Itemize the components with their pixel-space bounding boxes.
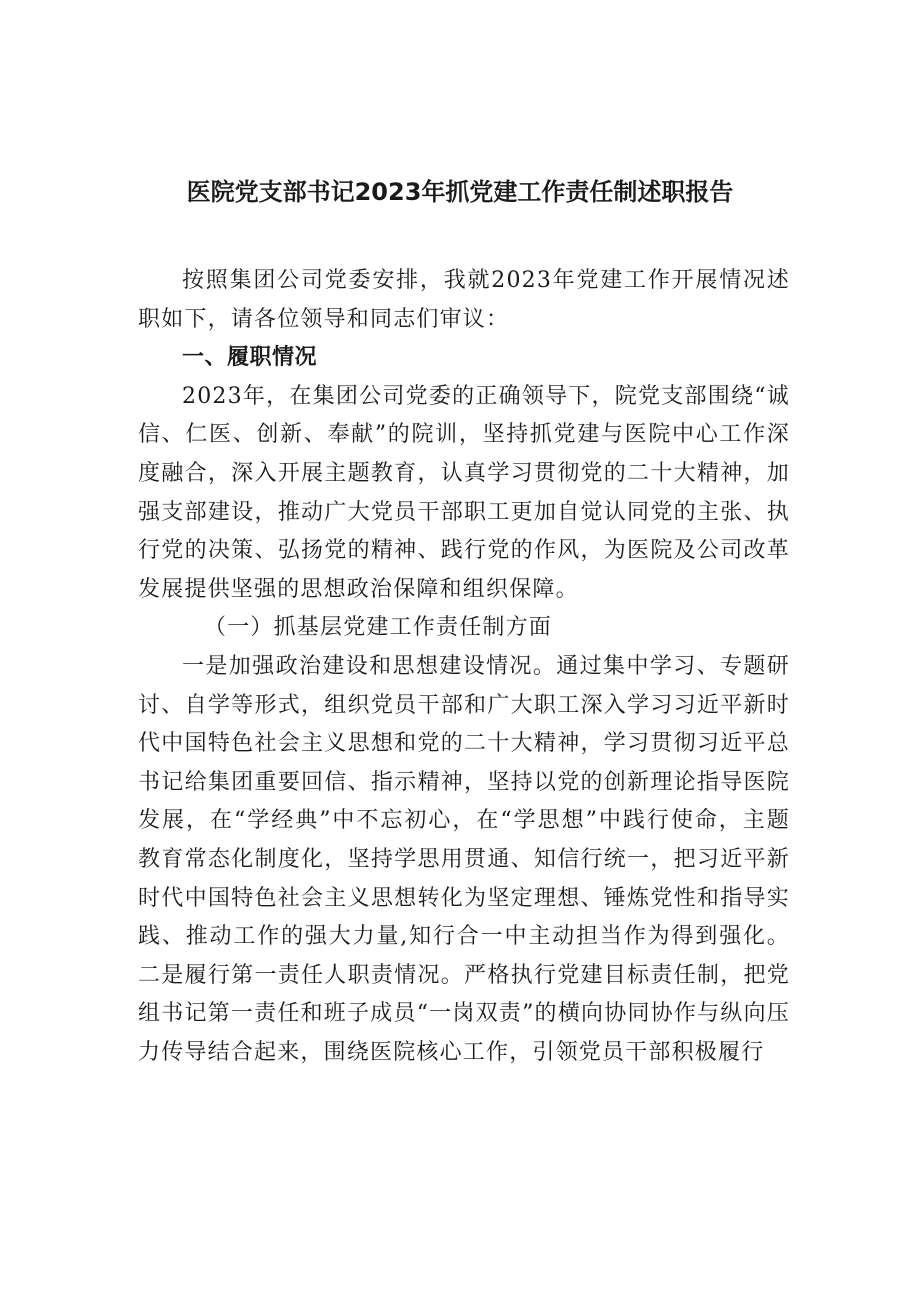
overview-paragraph: 2023年，在集团公司党委的正确领导下，院党支部围绕“诚信、仁医、创新、奉献”的院训，坚持抓党建与医院中心工作深度融合，深入开展主题教育，认真学习贯彻党的二十大精神，加强支部建设，推动广大党员干部职工更加自觉认同党的主张、执行党的决策、弘扬党的精神、践行党的作风，为医院及公司改革发展提供坚强的思想政治保障和组织保障。 <box>138 383 790 602</box>
document-title: 医院党支部书记2023年抓党建工作责任制述职报告 <box>186 178 734 206</box>
subsection-heading-responsibility: （一）抓基层党建工作责任制方面 <box>204 615 553 641</box>
detail-paragraph: 一是加强政治建设和思想建设情况。通过集中学习、专题研讨、自学等形式，组织党员干部和广大职工深入学习习近平新时代中国特色社会主义思想和党的二十大精神，学习贯彻习近平总书记给集团重要回信、指示精神，坚持以党的创新理论指导医院发展，在“学经典”中不忘初心，在“学思想”中践行使命，主题教育常态化制度化，坚持学思用贯通、知信行统一，把习近平新时代中国特色社会主义思想转化为坚定理想、锤炼党性和指导实践、推动工作的强大力量,知行合一中主动担当作为得到强化。二是履行第一责任人职责情况。严格执行党建目标责任制，把党组书记第一责任和班子成员“一岗双责”的横向协同协作与纵向压力传导结合起来，围绕医院核心工作，引领党员干部积极履行 <box>138 653 790 1065</box>
intro-paragraph: 按照集团公司党委安排，我就2023年党建工作开展情况述职如下，请各位领导和同志们审议： <box>138 268 790 332</box>
section-heading-performance: 一、履职情况 <box>182 345 318 371</box>
document-body <box>138 262 790 1072</box>
